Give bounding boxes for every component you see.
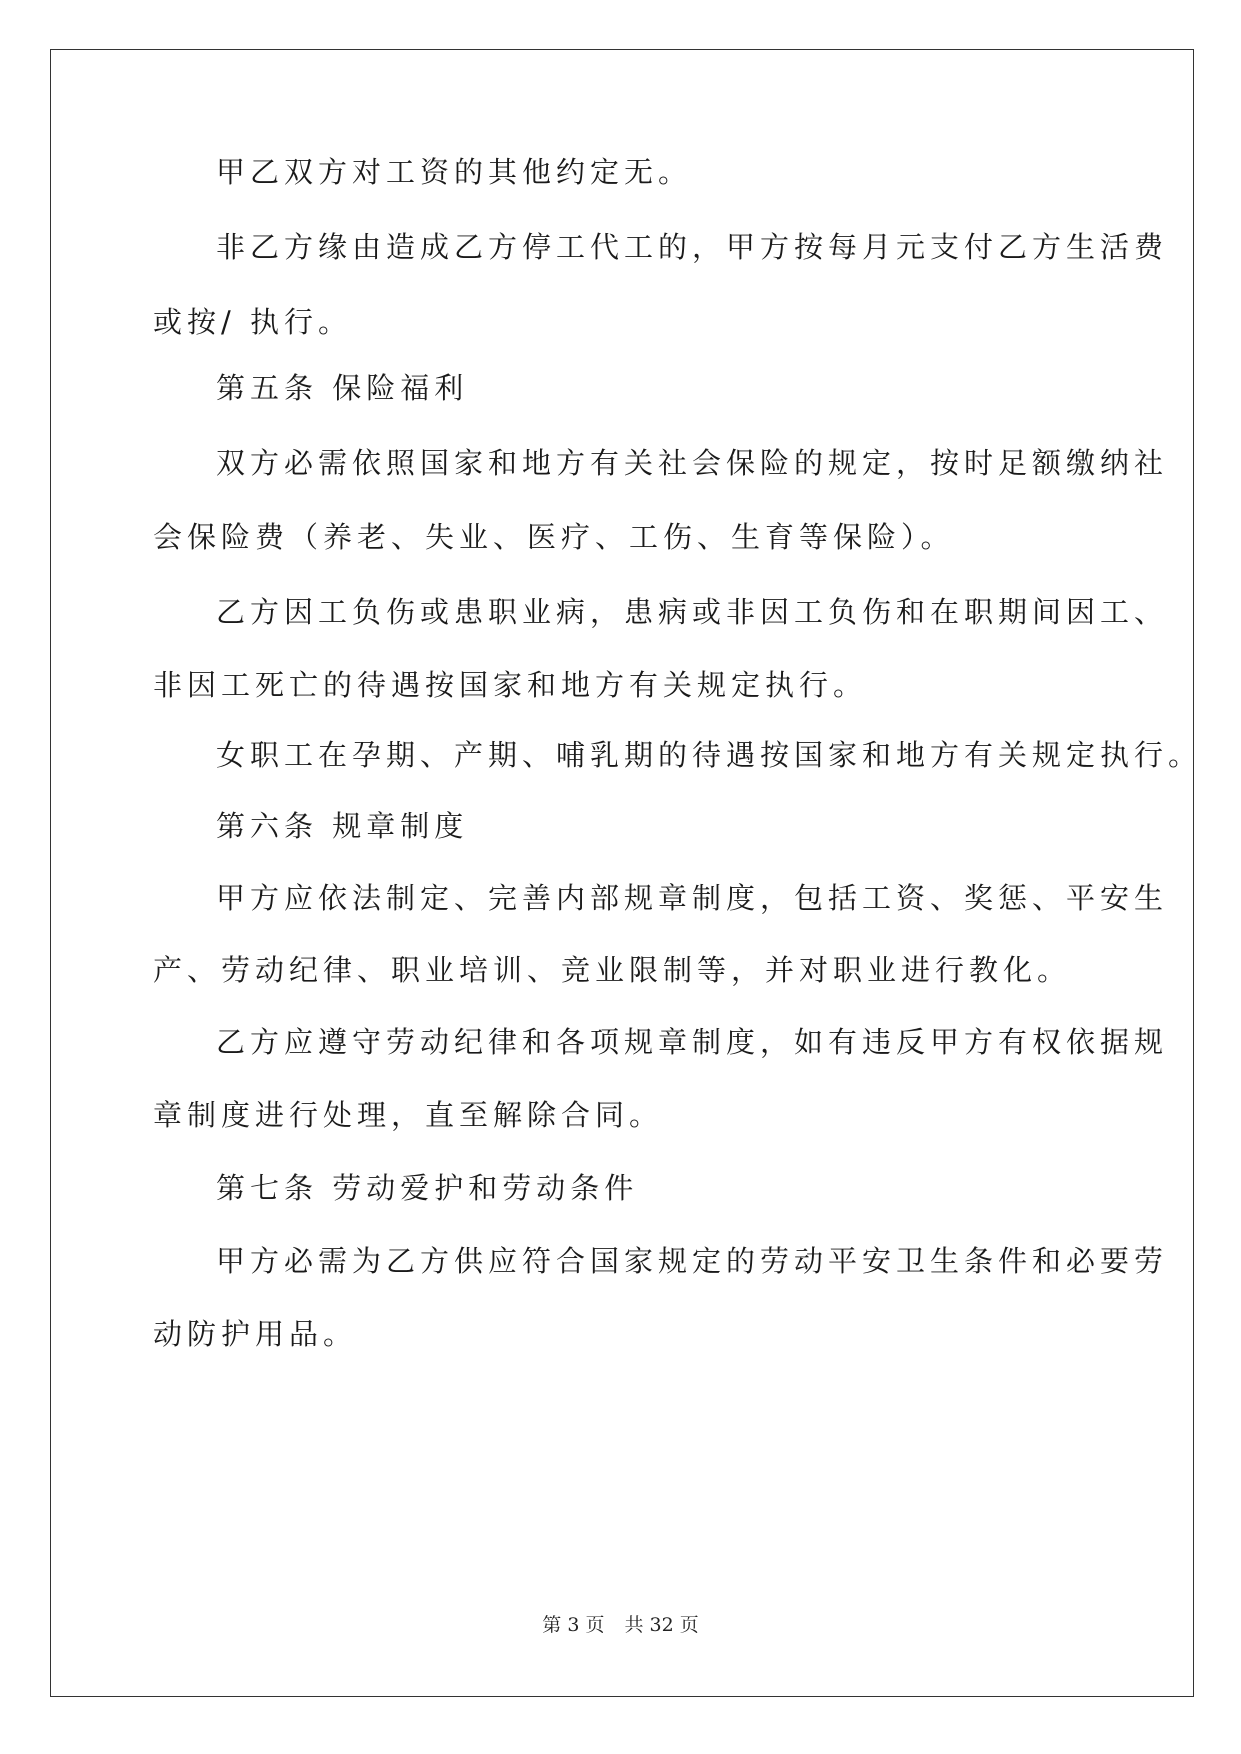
paragraph-line: 甲方必需为乙方供应符合国家规定的劳动平安卫生条件和必要劳: [216, 1244, 1169, 1278]
section-heading: 第五条 保险福利: [216, 371, 469, 405]
paragraph-line: 非乙方缘由造成乙方停工代工的，甲方按每月元支付乙方生活费: [216, 230, 1169, 264]
paragraph-line: 甲乙双方对工资的其他约定无。: [216, 155, 693, 189]
page-total: 共 32 页: [624, 1614, 699, 1636]
page-border: [50, 49, 1194, 1697]
paragraph-line: 产、劳动纪律、职业培训、竞业限制等，并对职业进行教化。: [153, 953, 1072, 987]
page-footer: [0, 1610, 1241, 1637]
paragraph-line: 动防护用品。: [153, 1317, 358, 1351]
section-heading: 第七条 劳动爱护和劳动条件: [216, 1171, 639, 1205]
paragraph-line: 或按/ 执行。: [153, 305, 352, 339]
paragraph-line: 非因工死亡的待遇按国家和地方有关规定执行。: [153, 668, 868, 702]
paragraph-line: 乙方因工负伤或患职业病，患病或非因工负伤和在职期间因工、: [216, 595, 1169, 629]
paragraph-line: 章制度进行处理，直至解除合同。: [153, 1098, 664, 1132]
paragraph-line: 会保险费（养老、失业、医疗、工伤、生育等保险）。: [153, 520, 955, 554]
paragraph-line: 甲方应依法制定、完善内部规章制度，包括工资、奖惩、平安生: [216, 881, 1169, 915]
paragraph-line: 女职工在孕期、产期、哺乳期的待遇按国家和地方有关规定执行。: [216, 738, 1203, 772]
paragraph-line: 乙方应遵守劳动纪律和各项规章制度，如有违反甲方有权依据规: [216, 1025, 1169, 1059]
section-heading: 第六条 规章制度: [216, 809, 469, 843]
paragraph-line: 双方必需依照国家和地方有关社会保险的规定，按时足额缴纳社: [216, 446, 1169, 480]
page-number: 第 3 页: [542, 1614, 605, 1636]
